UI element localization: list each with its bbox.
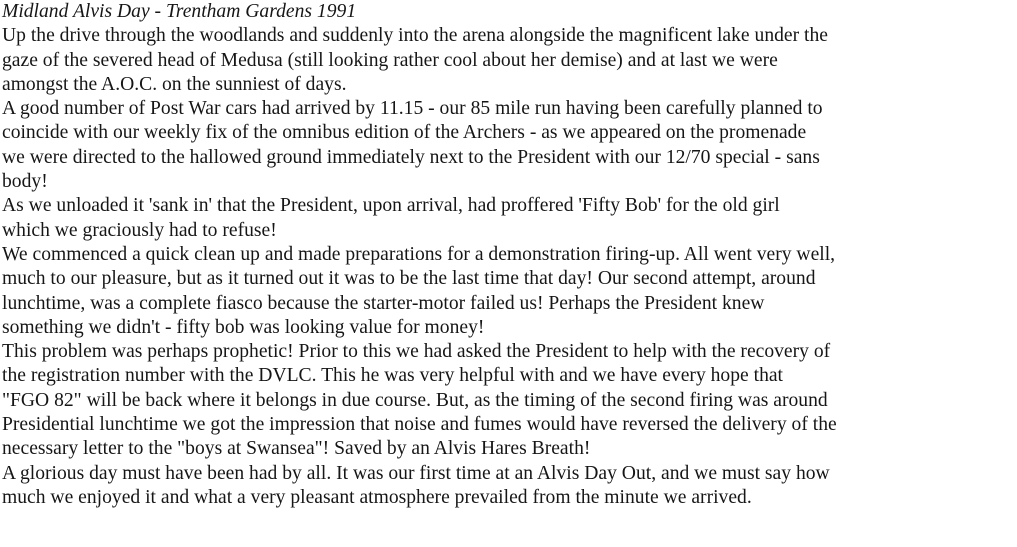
paragraph-line: body! — [2, 171, 48, 193]
paragraph-firing-up — [2, 243, 1014, 340]
paragraph-line: which we graciously had to refuse! — [2, 219, 277, 241]
paragraph-line: A good number of Post War cars had arrived by 11.15 - our 85 mile run having been carefully planned to — [2, 98, 823, 120]
paragraph-fifty-bob — [2, 194, 1014, 243]
paragraph-line: As we unloaded it 'sank in' that the President, upon arrival, had proffered 'Fifty Bob' for the old girl — [2, 195, 780, 217]
paragraph-line: much to our pleasure, but as it turned out it was to be the last time that day! Our second attempt, around — [2, 268, 816, 290]
paragraph-arrival — [2, 24, 1014, 97]
paragraph-registration — [2, 340, 1014, 461]
paragraph-line: "FGO 82" will be back where it belongs in due course. But, as the timing of the second firing was around — [2, 389, 828, 411]
paragraph-line: Up the drive through the woodlands and suddenly into the arena alongside the magnificent lake under the — [2, 25, 828, 47]
article — [2, 0, 1014, 510]
paragraph-line: we were directed to the hallowed ground immediately next to the President with our 12/70 special - sans — [2, 146, 820, 168]
paragraph-line: necessary letter to the "boys at Swansea"! Saved by an Alvis Hares Breath! — [2, 438, 591, 460]
paragraph-line: amongst the A.O.C. on the sunniest of days. — [2, 73, 347, 95]
paragraph-post-war-cars — [2, 97, 1014, 194]
paragraph-line: This problem was perhaps prophetic! Prior to this we had asked the President to help with the recovery of — [2, 341, 831, 363]
article-title: Midland Alvis Day - Trentham Gardens 1991 — [2, 1, 357, 22]
paragraph-line: much we enjoyed it and what a very pleasant atmosphere prevailed from the minute we arrived. — [2, 486, 752, 508]
paragraph-line: something we didn't - fifty bob was looking value for money! — [2, 316, 485, 338]
paragraph-line: coincide with our weekly fix of the omnibus edition of the Archers - as we appeared on the promenade — [2, 122, 807, 144]
paragraph-line: the registration number with the DVLC. This he was very helpful with and we have every hope that — [2, 365, 784, 387]
paragraph-line: gaze of the severed head of Medusa (still looking rather cool about her demise) and at last we were — [2, 49, 778, 71]
paragraph-line: A glorious day must have been had by all. It was our first time at an Alvis Day Out, and we must say how — [2, 462, 830, 484]
paragraph-line: lunchtime, was a complete fiasco because the starter-motor failed us! Perhaps the President knew — [2, 292, 765, 314]
paragraph-conclusion — [2, 462, 1014, 511]
paragraph-line: Presidential lunchtime we got the impression that noise and fumes would have reversed the delivery of the — [2, 414, 837, 436]
paragraph-line: We commenced a quick clean up and made preparations for a demonstration firing-up. All went very well, — [2, 243, 836, 265]
